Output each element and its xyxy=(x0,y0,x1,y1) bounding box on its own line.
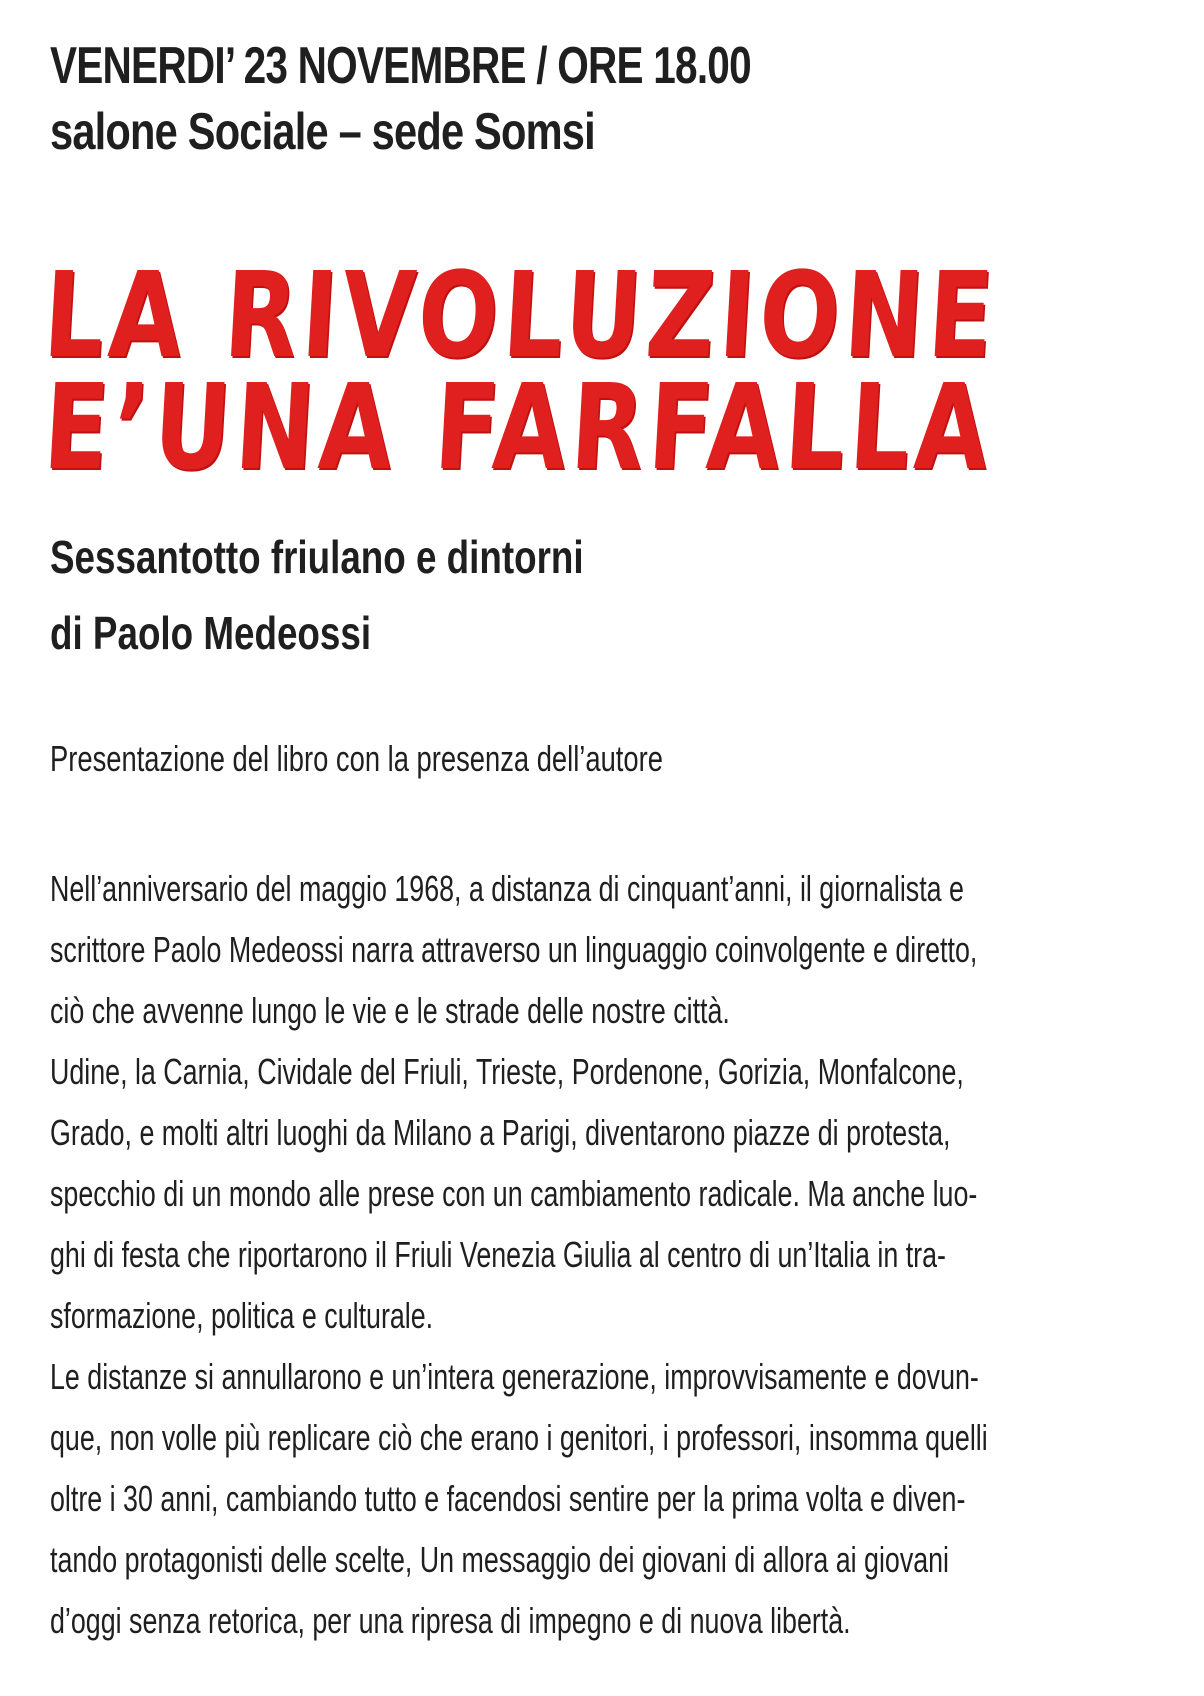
book-title-line-1: LA RIVOLUZIONE xyxy=(40,246,1002,384)
body-line: Nell’anniversario del maggio 1968, a distanza di cinquant’anni, il giornalista e xyxy=(50,868,964,909)
body-line: Le distanze si annullarono e un’intera generazione, improvvisamente e dovun- xyxy=(50,1356,979,1397)
body-line: Grado, e molti altri luoghi da Milano a Parigi, diventarono piazze di protesta, xyxy=(50,1112,951,1153)
body-line: scrittore Paolo Medeossi narra attraverso un linguaggio coinvolgente e diretto, xyxy=(50,929,978,970)
body-line: que, non volle più replicare ciò che erano i genitori, i professori, insomma quelli xyxy=(50,1417,988,1458)
body-line: oltre i 30 anni, cambiando tutto e facendosi sentire per la prima volta e diven- xyxy=(50,1478,966,1519)
body-line: ciò che avvenne lungo le vie e le strade delle nostre città. xyxy=(50,990,730,1031)
presentation-intro: Presentazione del libro con la presenza dell’autore xyxy=(50,738,663,779)
book-subtitle: Sessantotto friulano e dintorni xyxy=(50,531,584,583)
body-line: Udine, la Carnia, Cividale del Friuli, Trieste, Pordenone, Gorizia, Monfalcone, xyxy=(50,1051,964,1092)
body-line: specchio di un mondo alle prese con un cambiamento radicale. Ma anche luo- xyxy=(50,1173,978,1214)
body-line: tando protagonisti delle scelte, Un messaggio dei giovani di allora ai giovani xyxy=(50,1539,950,1580)
event-date-time: VENERDI’ 23 NOVEMBRE / ORE 18.00 xyxy=(50,37,751,95)
event-venue: salone Sociale – sede Somsi xyxy=(50,103,595,161)
book-author: di Paolo Medeossi xyxy=(50,607,372,659)
book-title-line-2: E’UNA FARFALLA xyxy=(40,358,997,496)
body-line: ghi di festa che riportarono il Friuli Venezia Giulia al centro di un’Italia in tra- xyxy=(50,1234,946,1275)
description-body xyxy=(50,858,1090,1651)
body-line: d’oggi senza retorica, per una ripresa di impegno e di nuova libertà. xyxy=(50,1600,851,1641)
body-line: sformazione, politica e culturale. xyxy=(50,1295,434,1336)
